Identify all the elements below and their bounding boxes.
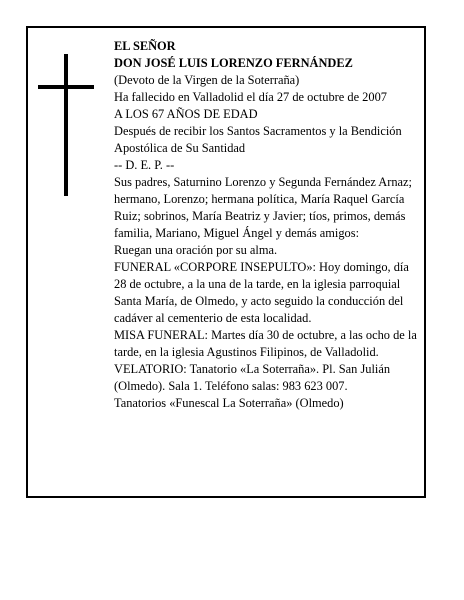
devotion-line: (Devoto de la Virgen de la Soterraña) (114, 73, 300, 87)
wake-paragraph: VELATORIO: Tanatorio «La Soterraña». Pl. San Julián (Olmedo). Sala 1. Teléfono salas: 983 623 007. (114, 362, 391, 393)
sacraments-line: Después de recibir los Santos Sacramentos y la Bendición Apostólica de Su Santidad (114, 124, 402, 155)
obituary-text (114, 38, 422, 412)
funeral-home-line: Tanatorios «Funescal La Soterraña» (Olmedo) (114, 396, 344, 410)
deceased-name: DON JOSÉ LUIS LORENZO FERNÁNDEZ (114, 56, 353, 70)
cross-icon-bar (38, 85, 94, 89)
cross-icon (64, 54, 68, 196)
prayer-line: Ruegan una oración por su alma. (114, 243, 278, 257)
family-paragraph: Sus padres, Saturnino Lorenzo y Segunda Fernández Arnaz; hermano, Lorenzo; hermana política, María Raquel García Ruiz; sobrinos, María Beatriz y Javier; tíos, primos, demás familia, Mariano, Miguel Ángel y demás amigos: (114, 175, 412, 240)
rip-line: -- D. E. P. -- (114, 158, 175, 172)
mass-paragraph: MISA FUNERAL: Martes día 30 de octubre, a las ocho de la tarde, en la iglesia Agustinos Filipinos, de Valladolid. (114, 328, 417, 359)
age-line: A LOS 67 AÑOS DE EDAD (114, 107, 258, 121)
funeral-paragraph: FUNERAL «CORPORE INSEPULTO»: Hoy domingo, día 28 de octubre, a la una de la tarde, en la iglesia parroquial Santa María, de Olmedo, y acto seguido la conducción del cadáver al cementerio de esta localidad. (114, 260, 409, 325)
death-notice: Ha fallecido en Valladolid el día 27 de octubre de 2007 (114, 90, 387, 104)
obituary-title: EL SEÑOR (114, 39, 176, 53)
